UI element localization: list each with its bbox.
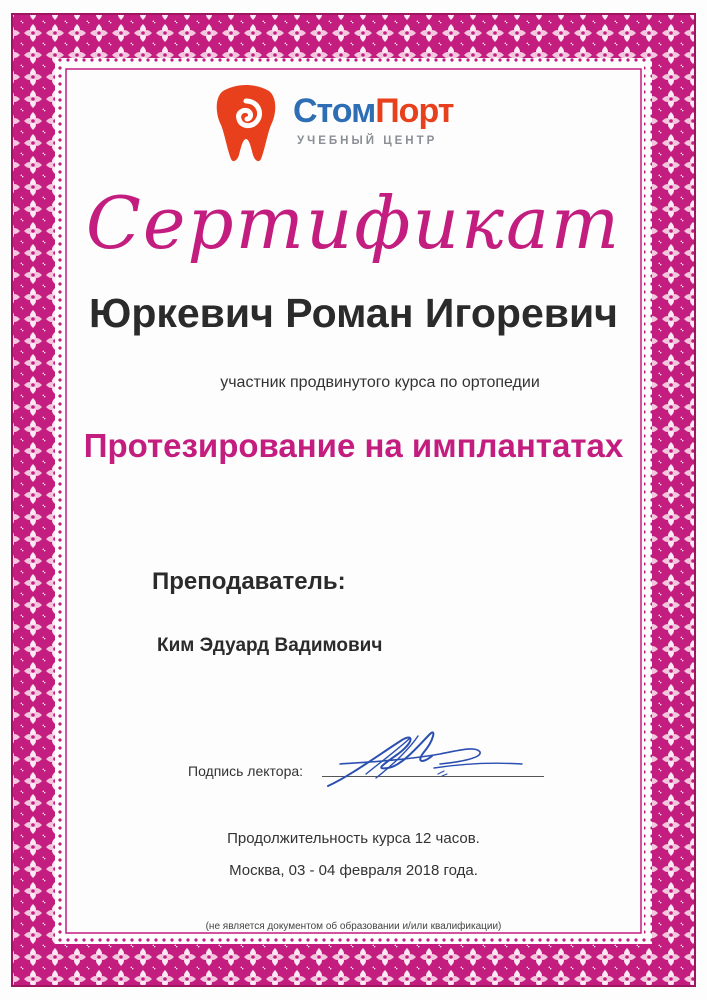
brand-part-1: Стом — [293, 92, 376, 130]
course-duration: Продолжительность курса 12 часов. — [227, 830, 480, 847]
teacher-name: Ким Эдуард Вадимович — [157, 635, 383, 656]
brand-part-2: Порт — [375, 92, 454, 130]
certificate-title: Сертификат — [85, 181, 622, 265]
tooth-swirl-icon — [213, 83, 279, 163]
handwritten-signature — [310, 724, 530, 794]
course-title: Протезирование на имплантатах — [83, 427, 624, 464]
disclaimer: (не является документом об образовании и/или квалификации) — [205, 921, 502, 932]
city-date: Москва, 03 - 04 февраля 2018 года. — [229, 862, 478, 879]
participant-text: участник продвинутого курса по ортопедии — [220, 374, 540, 391]
stomport-logo — [213, 83, 493, 163]
brand-name — [293, 91, 453, 131]
signature-label: Подпись лектора: — [188, 763, 304, 779]
brand-subtitle: УЧЕБНЫЙ ЦЕНТР — [297, 135, 438, 147]
teacher-label: Преподаватель: — [152, 568, 346, 595]
recipient-name: Юркевич Роман Игоревич — [89, 290, 618, 336]
